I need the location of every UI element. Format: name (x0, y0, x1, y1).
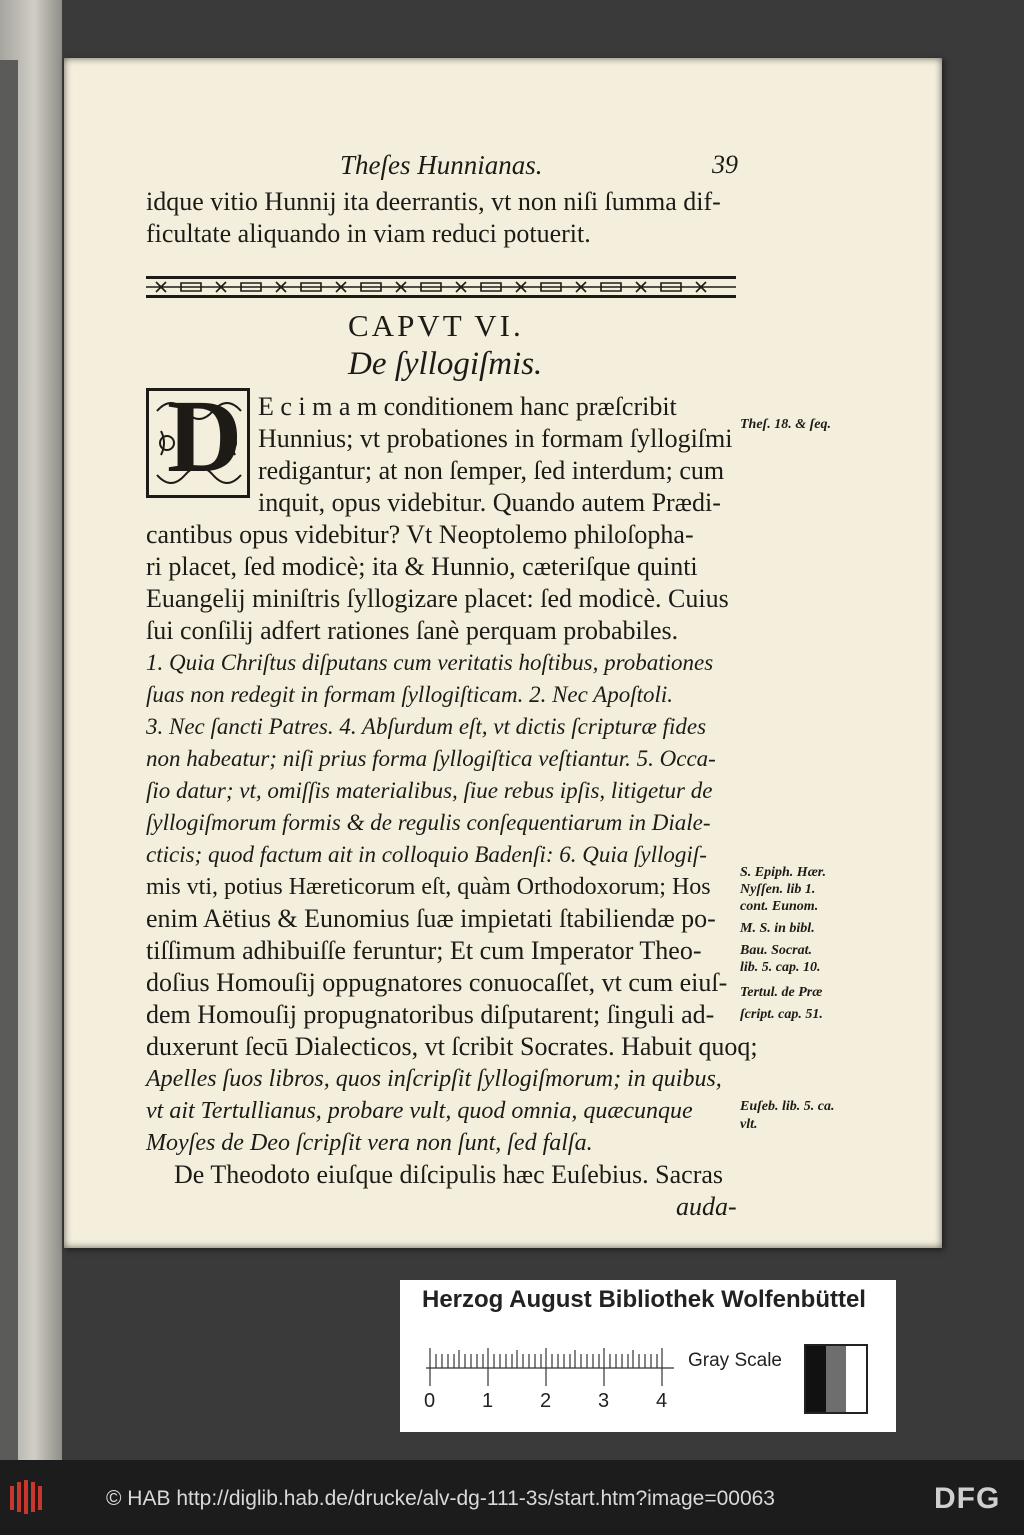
adjacent-page-edge (0, 0, 62, 1460)
gray-swatch-white (846, 1346, 866, 1412)
marginal-note: ſcript. cap. 51. (740, 1007, 823, 1022)
gray-swatch-black (806, 1346, 826, 1412)
body-line: redigantur; at non ſemper, ſed interdum; cum (258, 456, 725, 485)
body-line: vt ait Tertullianus, probare vult, quod omnia, quæcunque (146, 1098, 693, 1124)
chapter-subtitle: De ſyllogiſmis. (348, 346, 543, 382)
marginal-note: S. Epiph. Hær. (740, 865, 826, 880)
marginal-note: Nyſſen. lib 1. (740, 882, 816, 897)
body-line: tiſſimum adhibuiſſe feruntur; Et cum Imperator Theo- (146, 936, 702, 965)
marginal-note: vlt. (740, 1117, 758, 1132)
decorated-initial (146, 388, 250, 498)
book-page (64, 58, 942, 1248)
body-line: cantibus opus videbitur? Vt Neoptolemo philoſopha- (146, 520, 694, 549)
marginal-note: lib. 5. cap. 10. (740, 960, 821, 975)
body-line: non habeatur; niſi prius forma ſyllogiſtica veſtiantur. 5. Occa- (146, 746, 716, 771)
viewer-footer (0, 1460, 1024, 1535)
scale-number: 0 (424, 1390, 436, 1412)
body-line: 1. Quia Chriſtus diſputans cum veritatis hoſtibus, probationes (146, 650, 714, 675)
ornament-band (146, 276, 736, 298)
body-line: doſius Homouſij oppugnatores conuocaſſet, vt cum eiuſ- (146, 968, 728, 997)
body-line: inquit, opus videbitur. Quando autem Prædi- (258, 488, 721, 517)
library-name: Herzog August Bibliothek Wolfenbüttel (422, 1286, 866, 1313)
body-line: Euangelij miniſtris ſyllogizare placet: ſed modicè. Cuius (146, 584, 729, 613)
running-head: Theſes Hunnianas. (340, 150, 543, 180)
body-line: Moyſes de Deo ſcripſit vera non ſunt, ſed falſa. (146, 1130, 593, 1156)
opening-line: ficultate aliquando in viam reduci potuerit. (146, 219, 591, 248)
body-line: E c i m a m conditionem hanc præſcribit (258, 392, 677, 421)
ruler-scale (424, 1346, 684, 1390)
marginal-note: Tertul. de Præ (740, 985, 823, 1000)
opening-line: idque vitio Hunnij ita deerrantis, vt non niſi ſumma dif- (146, 187, 721, 216)
chapter-title: CAPVT VI. (348, 308, 524, 343)
initial-letter: D (167, 388, 243, 494)
body-line: mis vti, potius Hæreticorum eſt, quàm Orthodoxorum; Hos (146, 874, 711, 900)
gray-scale-label: Gray Scale (688, 1350, 782, 1371)
scale-number: 3 (598, 1390, 610, 1412)
marginal-note: Theſ. 18. & ſeq. (740, 417, 831, 432)
body-line: duxerunt ſecū Dialecticos, vt ſcribit Socrates. Habuit quoq; (146, 1032, 758, 1061)
body-line: Apelles ſuos libros, quos inſcripſit ſyllogiſmorum; in quibus, (146, 1066, 722, 1092)
body-line: enim Aëtius & Eunomius ſuæ impietati ſtabiliendæ po- (146, 904, 716, 933)
library-stamp (400, 1280, 896, 1432)
gray-swatch-mid (826, 1346, 846, 1412)
body-line: 3. Nec ſancti Patres. 4. Abſurdum eſt, vt dictis ſcripturæ fides (146, 714, 707, 739)
catchword: auda- (676, 1192, 737, 1221)
scale-number: 1 (482, 1390, 494, 1412)
body-line: ſui conſilij adfert rationes ſanè perquam probabiles. (146, 616, 679, 645)
marginal-note: cont. Eunom. (740, 899, 819, 914)
body-line: De Theodoto eiuſque diſcipulis hæc Euſebius. Sacras (174, 1160, 724, 1189)
marginal-note: Euſeb. lib. 5. ca. (740, 1099, 835, 1114)
body-line: ſyllogiſmorum formis & de regulis conſequentiarum in Diale- (146, 810, 711, 835)
dfg-logo: DFG (934, 1482, 1001, 1515)
body-line: ſio datur; vt, omiſſis materialibus, ſiue rebus ipſis, litigetur de (146, 778, 713, 803)
marginal-note: M. S. in bibl. (740, 921, 815, 936)
body-line: dem Homouſij propugnatoribus diſputarent; ſinguli ad- (146, 1000, 715, 1029)
body-line: ſuas non redegit in formam ſyllogiſticam. 2. Nec Apoſtoli. (146, 682, 674, 707)
scale-number: 2 (540, 1390, 552, 1412)
hab-logo-icon (8, 1478, 48, 1516)
scale-number: 4 (656, 1390, 668, 1412)
page-number: 39 (712, 150, 738, 179)
copyright-url[interactable]: © HAB http://diglib.hab.de/drucke/alv-dg-111-3s/start.htm?image=00063 (106, 1487, 775, 1510)
body-line: Hunnius; vt probationes in formam ſyllogiſmi (258, 424, 733, 453)
body-line: ri placet, ſed modicè; ita & Hunnio, cæteriſque quinti (146, 552, 698, 581)
body-line: cticis; quod factum ait in colloquio Badenſi: 6. Quia ſyllogiſ- (146, 842, 707, 867)
marginal-note: Bau. Socrat. (740, 943, 812, 958)
gray-swatches (804, 1344, 868, 1414)
